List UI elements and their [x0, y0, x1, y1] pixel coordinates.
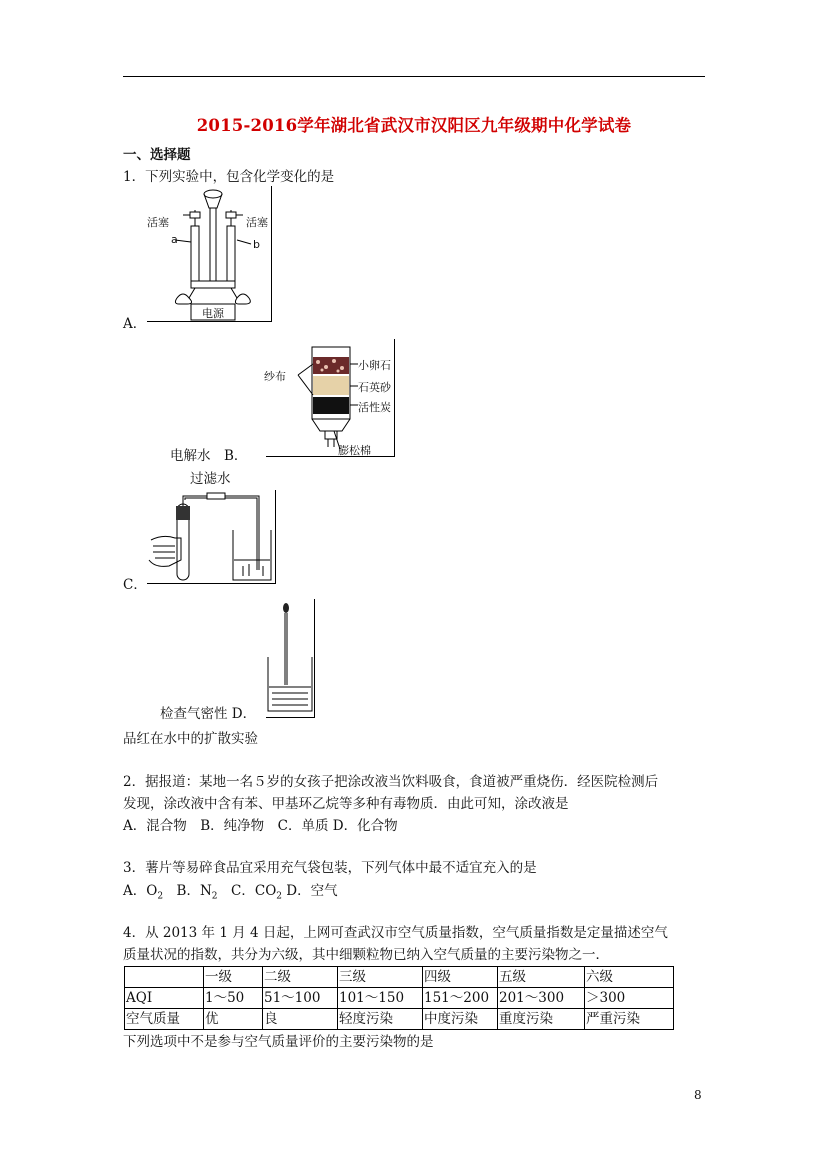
label-tube-a: a — [171, 233, 178, 246]
table-cell: 四级 — [423, 967, 498, 988]
table-cell: 轻度污染 — [338, 1009, 423, 1030]
q3-stem: 3．薯片等易碎食品宜采用充气袋包装，下列气体中最不适宜充入的是 — [123, 860, 537, 876]
table-cell: 151～200 — [423, 988, 498, 1009]
label-cotton: 膨松棉 — [338, 444, 371, 457]
page-number: 8 — [694, 1088, 702, 1102]
q3-opt-c-sub: 2 — [276, 891, 282, 902]
label-tube-b: b — [253, 238, 260, 251]
q3-opt-a-sub: 2 — [157, 891, 164, 902]
q3-opt-c: C．CO — [217, 883, 277, 899]
label-activated-carbon: 活性炭 — [358, 401, 391, 414]
q3-opt-a: A．O — [123, 883, 158, 899]
q3-opt-b-sub: 2 — [211, 891, 218, 902]
table-row — [125, 988, 674, 1009]
q4-line2: 质量状况的指数，共分为六级，其中细颗粒物已纳入空气质量的主要污染物之一． — [123, 947, 609, 963]
q2-options: A．混合物 B．纯净物 C．单质 D．化合物 — [123, 818, 398, 834]
q1-option-c-lead: C． — [123, 577, 147, 593]
q1-option-b-lead: 电解水 B． — [170, 448, 248, 464]
table-cell: 重度污染 — [498, 1009, 585, 1030]
q3-options — [123, 881, 338, 907]
q1-option-d-caption: 品红在水中的扩散实验 — [123, 731, 258, 747]
table-cell: 五级 — [498, 967, 585, 988]
table-cell: 101～150 — [338, 988, 423, 1009]
page-title: 2015-2016学年湖北省武汉市汉阳区九年级期中化学试卷 — [196, 116, 632, 135]
table-cell: 空气质量 — [125, 1009, 204, 1030]
table-cell: 51～100 — [263, 988, 338, 1009]
label-pebbles: 小卵石 — [358, 359, 391, 372]
table-header-row — [125, 967, 674, 988]
header-rule — [123, 76, 705, 77]
table-cell: 二级 — [263, 967, 338, 988]
q4-line1: 4．从 2013 年 1 月 4 日起，上网可查武汉市空气质量指数，空气质量指数是定量描述空气 — [123, 925, 668, 941]
table-cell: 三级 — [338, 967, 423, 988]
table-row — [125, 1009, 674, 1030]
table-cell: 1～50 — [204, 988, 263, 1009]
table-cell: 优 — [204, 1009, 263, 1030]
table-cell: 201～300 — [498, 988, 585, 1009]
figure-diffusion — [266, 599, 315, 718]
table-cell — [125, 967, 204, 988]
table-cell: 一级 — [204, 967, 263, 988]
table-cell: 中度污染 — [423, 1009, 498, 1030]
q2-line2: 发现，涂改液中含有苯、甲基环乙烷等多种有毒物质．由此可知，涂改液是 — [123, 796, 569, 812]
q1-option-a-letter: A． — [123, 316, 147, 332]
label-gauze: 纱布 — [264, 370, 286, 383]
table-cell: 六级 — [585, 967, 674, 988]
figure-electrolysis — [147, 186, 272, 322]
table-cell: 良 — [263, 1009, 338, 1030]
q4-after-table: 下列选项中不是参与空气质量评价的主要污染物的是 — [123, 1034, 434, 1050]
figure-filter — [266, 339, 395, 457]
label-power: 电源 — [202, 307, 224, 320]
table-cell: ＞300 — [585, 988, 674, 1009]
label-quartz-sand: 石英砂 — [358, 381, 391, 394]
label-stopcock-right: 活塞 — [246, 216, 268, 229]
table-cell: AQI — [125, 988, 204, 1009]
aqi-table — [124, 966, 674, 1030]
table-cell: 严重污染 — [585, 1009, 674, 1030]
q1-stem: 1．下列实验中，包含化学变化的是 — [123, 169, 335, 185]
q3-opt-d: D．空气 — [282, 883, 338, 899]
q3-opt-b: B．N — [163, 883, 212, 899]
q2-line1: 2．据报道：某地一名５岁的女孩子把涂改液当饮料吸食，食道被严重烧伤．经医院检测后 — [123, 774, 659, 790]
section-heading: 一、选择题 — [123, 147, 191, 163]
q1-option-d-lead: 检查气密性 D． — [160, 706, 257, 722]
figure-airtightness — [147, 490, 276, 584]
label-stopcock-left: 活塞 — [147, 216, 169, 229]
q1-caption-b: 过滤水 — [190, 471, 231, 487]
